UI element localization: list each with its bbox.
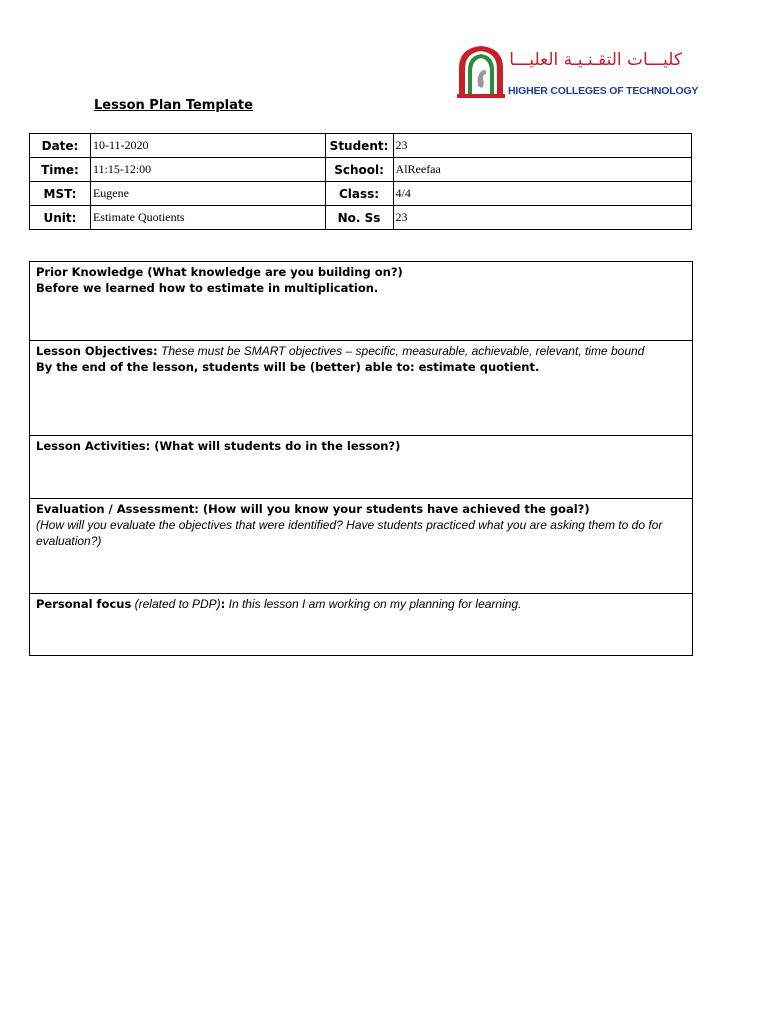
table-row: [30, 206, 692, 230]
table-row: [30, 158, 692, 182]
evaluation-note: (How will you evaluate the objectives that were identified? Have students practiced what you are asking them to do for evaluation?): [36, 518, 663, 548]
lesson-sections: [29, 261, 693, 656]
date-label: Date:: [30, 134, 91, 158]
evaluation-heading: Evaluation / Assessment: (How will you know your students have achieved the goal?): [36, 502, 590, 516]
hct-logo: [456, 44, 699, 98]
time-value: 11:15-12:00: [90, 158, 325, 182]
mst-value: Eugene: [90, 182, 325, 206]
lesson-objectives-heading: Lesson Objectives:: [36, 344, 158, 358]
personal-focus-colon: :: [220, 597, 226, 611]
personal-focus-heading: Personal focus: [36, 597, 132, 611]
time-label: Time:: [30, 158, 91, 182]
student-label: Student:: [325, 134, 393, 158]
table-row: [30, 182, 692, 206]
prior-knowledge-heading: Prior Knowledge: [36, 265, 144, 279]
lesson-activities-heading: Lesson Activities: (What will students do in the lesson?): [36, 439, 401, 453]
prior-knowledge-answer: Before we learned how to estimate in multiplication.: [36, 281, 379, 295]
lesson-objectives-note: These must be SMART objectives – specific, measurable, achievable, relevant, time bound: [157, 344, 645, 358]
evaluation-section: [30, 498, 692, 593]
lesson-activities-section: [30, 435, 692, 498]
table-row: [30, 134, 692, 158]
num-students-label: No. Ss: [325, 206, 393, 230]
unit-label: Unit:: [30, 206, 91, 230]
logo-english-text: HIGHER COLLEGES OF TECHNOLOGY: [508, 85, 699, 97]
school-value: AlReefaa: [393, 158, 691, 182]
prior-knowledge-question: (What knowledge are you building on?): [143, 265, 403, 279]
class-label: Class:: [325, 182, 393, 206]
personal-focus-answer: In this lesson I am working on my planning for learning.: [225, 597, 522, 611]
class-value: 4/4: [393, 182, 691, 206]
info-table: [29, 133, 692, 230]
logo-arabic-text: كليـــات التقـنـيـة العليـــا: [509, 50, 682, 70]
unit-value: Estimate Quotients: [90, 206, 325, 230]
prior-knowledge-section: [30, 262, 692, 340]
num-students-value: 23: [393, 206, 691, 230]
lesson-objectives-answer: By the end of the lesson, students will be (better) able to: estimate quotient.: [36, 360, 540, 374]
student-value: 23: [393, 134, 691, 158]
page-title: Lesson Plan Template: [94, 98, 253, 113]
hct-emblem-icon: [456, 44, 506, 100]
mst-label: MST:: [30, 182, 91, 206]
school-label: School:: [325, 158, 393, 182]
personal-focus-section: [30, 593, 692, 655]
personal-focus-note: (related to PDP): [131, 597, 221, 611]
lesson-objectives-section: [30, 340, 692, 435]
date-value: 10-11-2020: [90, 134, 325, 158]
